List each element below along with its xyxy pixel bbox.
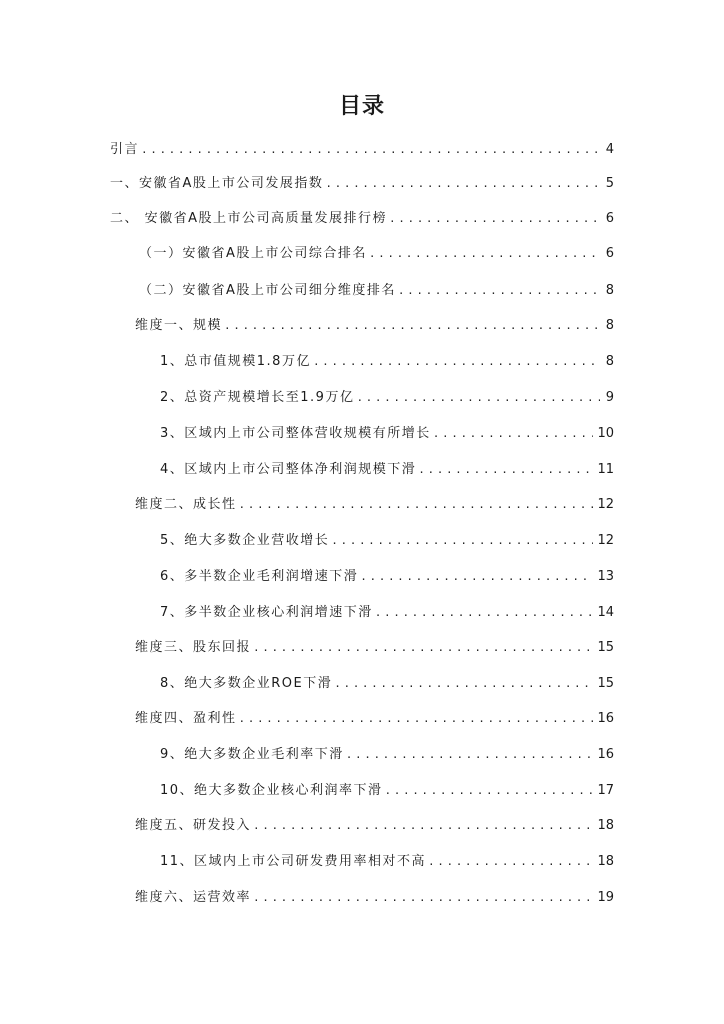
dot-leader [141, 140, 600, 160]
toc-entry-label: 维度五、研发投入 [135, 818, 252, 833]
toc-entry-page: 8 [605, 318, 614, 333]
dot-leader [418, 460, 593, 480]
dot-leader [389, 209, 600, 229]
toc-entry-page: 18 [597, 818, 614, 833]
toc-entry[interactable] [135, 316, 614, 336]
toc-entry[interactable] [160, 388, 614, 408]
toc-entry[interactable] [139, 281, 614, 301]
toc-entry-label: （二）安徽省A股上市公司细分维度排名 [139, 283, 396, 298]
toc-entry-page: 13 [597, 569, 614, 584]
toc-entry[interactable] [135, 638, 614, 658]
toc-entry-page: 16 [597, 747, 614, 762]
toc-entry-page: 8 [605, 283, 614, 298]
toc-entry[interactable] [160, 603, 614, 623]
toc-entry-label: 维度二、成长性 [135, 497, 237, 512]
toc-entry[interactable] [160, 424, 614, 444]
toc-entry-label: 5、绝大多数企业营收增长 [160, 533, 330, 548]
toc-entry-page: 8 [605, 354, 614, 369]
toc-entry[interactable] [160, 745, 614, 765]
dot-leader [433, 424, 594, 444]
toc-entry-page: 15 [597, 640, 614, 655]
toc-entry-page: 11 [597, 462, 614, 477]
toc-entry[interactable] [110, 140, 614, 160]
toc-entry-page: 12 [597, 497, 614, 512]
toc-entry-page: 19 [597, 890, 614, 905]
dot-leader [313, 352, 600, 372]
toc-entry-page: 15 [597, 676, 614, 691]
toc-entry-label: 引言 [110, 142, 140, 157]
toc-entry-label: 6、多半数企业毛利润增速下滑 [160, 569, 359, 584]
toc-entry-label: 维度四、盈利性 [135, 711, 237, 726]
dot-leader [253, 638, 593, 658]
toc-entry-label: 9、绝大多数企业毛利率下滑 [160, 747, 344, 762]
toc-entry[interactable] [135, 816, 614, 836]
toc-entry-page: 4 [605, 142, 614, 157]
toc-entry-label: 二、 安徽省A股上市公司高质量发展排行榜 [110, 211, 388, 226]
toc-entry-page: 9 [605, 390, 614, 405]
toc-entry-page: 14 [597, 605, 614, 620]
dot-leader [334, 674, 593, 694]
toc-entry-page: 6 [605, 211, 614, 226]
toc-entry-page: 18 [597, 854, 614, 869]
toc-entry-page: 5 [605, 176, 614, 191]
toc-entry[interactable] [135, 888, 614, 908]
toc-entry-label: 8、绝大多数企业ROE下滑 [160, 676, 333, 691]
dot-leader [239, 709, 594, 729]
toc-entry-label: 2、总资产规模增长至1.9万亿 [160, 390, 355, 405]
toc-entry-label: 维度三、股东回报 [135, 640, 252, 655]
toc-entry-label: 维度六、运营效率 [135, 890, 252, 905]
dot-leader [253, 816, 593, 836]
toc-entry-label: 11、区域内上市公司研发费用率相对不高 [160, 854, 427, 869]
dot-leader [356, 388, 600, 408]
toc-entry-label: （一）安徽省A股上市公司综合排名 [139, 246, 367, 261]
toc-entry-label: 10、绝大多数企业核心利润率下滑 [160, 783, 383, 798]
toc-entry-page: 6 [605, 246, 614, 261]
dot-leader [385, 781, 594, 801]
toc-entry[interactable] [160, 781, 614, 801]
toc-entry[interactable] [160, 674, 614, 694]
dot-leader [398, 281, 600, 301]
dot-leader [360, 567, 593, 587]
toc-entry[interactable] [160, 352, 614, 372]
toc-entry-label: 4、区域内上市公司整体净利润规模下滑 [160, 462, 417, 477]
toc-entry[interactable] [160, 460, 614, 480]
toc-entry[interactable] [110, 174, 614, 194]
toc-entry[interactable] [135, 495, 614, 515]
toc-entry-label: 1、总市值规模1.8万亿 [160, 354, 311, 369]
dot-leader [346, 745, 594, 765]
toc-entry-page: 17 [597, 783, 614, 798]
toc-entry[interactable] [160, 852, 614, 872]
toc-entry[interactable] [135, 709, 614, 729]
dot-leader [428, 852, 593, 872]
toc-entry[interactable] [160, 567, 614, 587]
dot-leader [325, 174, 600, 194]
toc-entry[interactable] [139, 244, 614, 264]
toc-entry-label: 一、安徽省A股上市公司发展指数 [110, 176, 324, 191]
dot-leader [239, 495, 594, 515]
toc-entry-label: 7、多半数企业核心利润增速下滑 [160, 605, 373, 620]
dot-leader [331, 531, 593, 551]
toc-title: 目录 [338, 94, 385, 119]
toc-entry-label: 3、区域内上市公司整体营收规模有所增长 [160, 426, 431, 441]
toc-entry-label: 维度一、规模 [135, 318, 223, 333]
toc-entry[interactable] [110, 209, 614, 229]
toc-entry-page: 16 [597, 711, 614, 726]
dot-leader [369, 244, 600, 264]
toc-entry-page: 12 [597, 533, 614, 548]
toc-entry[interactable] [160, 531, 614, 551]
dot-leader [253, 888, 593, 908]
toc-entry-page: 10 [597, 426, 614, 441]
dot-leader [224, 316, 600, 336]
dot-leader [375, 603, 594, 623]
